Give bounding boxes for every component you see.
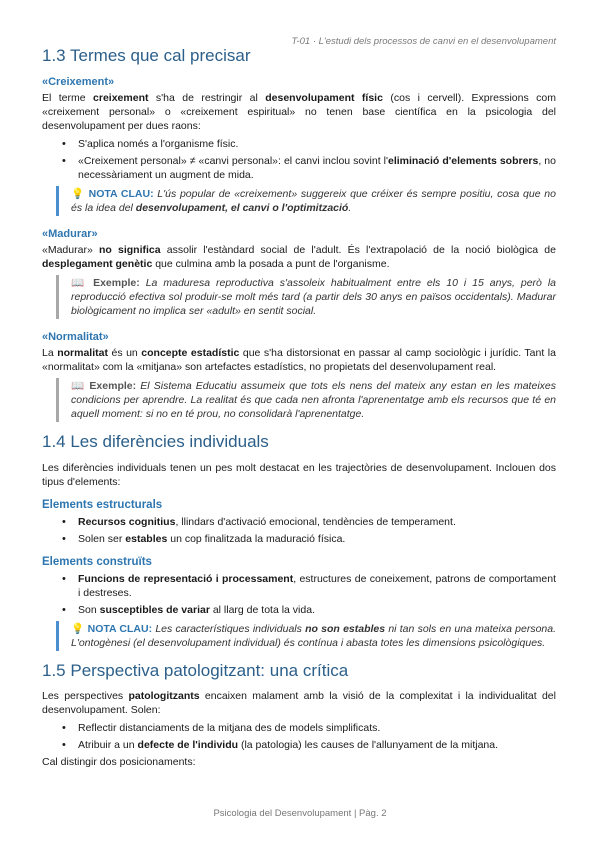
section-heading-1-5: 1.5 Perspectiva patologitzant: una crítica [42,660,349,680]
running-header: T-01 · L'estudi dels processos de canvi en el desenvolupament [291,36,556,47]
page-content [42,46,556,769]
section-heading-1-4: 1.4 Les diferències individuals [42,432,269,452]
key-note-individual: 💡 NOTA CLAU: Les característiques individuals no son estables ni tan sols en una mateixa persona. L'ontogènesi (el desenvolupament individual) és contínua i abasta totes les dimensions psicològiques. [56,621,556,651]
example-label: 📖 Exemple: [71,277,140,290]
list-item: • Reflectir distanciaments de la mitjana des de models simplificats. [62,721,556,735]
list-item: • Atribuir a un defecte de l'individu (la patologia) les causes de l'allunyament de la mitjana. [62,738,556,752]
pathologizing-intro: Les perspectives patologitzants encaixen malament amb la visió de la complexitat i la individualitat del desenvolupament. Solen: [42,690,556,717]
pathologizing-list [62,721,556,752]
construits-list [62,572,556,617]
term-heading-normalitat: «Normalitat» [42,331,109,344]
list-item: • Son susceptibles de variar al llarg de tota la vida. [62,603,556,617]
term-heading-creixement: «Creixement» [42,76,115,89]
subheading-elements-estructurals: Elements estructurals [42,498,163,511]
term-heading-madurar: «Madurar» [42,228,98,241]
list-item: • Solen ser estables un cop finalitzada la maduració física. [62,532,556,546]
example-label: 📖 Exemple: [71,380,137,393]
subheading-elements-construits: Elements construïts [42,555,152,568]
creixement-list [62,137,556,182]
key-note-label: 💡 NOTA CLAU: [71,622,153,635]
list-item: • S'aplica només a l'organisme físic. [62,137,556,151]
estructurals-list [62,515,556,546]
key-note-label: 💡 NOTA CLAU: [71,188,154,201]
example-normalitat: 📖 Exemple: El Sistema Educatiu assumeix que tots els nens del mateix any estan en les mateixes condicions per aprendre. La realitat és que cada nen afronta l'aprenentatge amb els recursos que té en aquell moment: si no en té prou, no consolidarà l'aprenentatge. [56,378,556,422]
madurar-paragraph: «Madurar» no significa assolir l'estàndard social de l'adult. És l'extrapolació de la noció biològica de desplegament genètic que culmina amb la posada a punt de l'organisme. [42,244,556,271]
key-note-creixement: 💡 NOTA CLAU: L'ús popular de «creixement» suggereix que créixer és sempre positiu, cosa que no és la idea del desenvolupament, el canvi o l'optimització. [56,186,556,216]
page-footer: Psicologia del Desenvolupament | Pàg. 2 [213,808,387,819]
list-item: • «Creixement personal» ≠ «canvi personal»: el canvi inclou sovint l'eliminació d'elements sobrers, no necessàriament un augment de mida. [62,154,556,182]
list-item: • Recursos cognitius, llindars d'activació emocional, tendències de temperament. [62,515,556,529]
normalitat-paragraph: La normalitat és un concepte estadístic que s'ha distorsionat en passar al camp sociològic i jurídic. Tant la «normalitat» com la «mitjana» son artefactes estadístics, no propietats del desenvolupament real. [42,347,556,374]
list-item: • Funcions de representació i processament, estructures de coneixement, patrons de comportament i destreses. [62,572,556,600]
example-madurar: 📖 Exemple: La maduresa reproductiva s'assoleix habitualment entre els 10 i 15 anys, però la reproducció efectiva sol produir-se molt més tard (a partir dels 30 anys en països occidentals). Madurar biològicament no implica ser «adult» en sentit social. [56,275,556,319]
pathologizing-outro: Cal distingir dos posicionaments: [42,756,196,769]
section-heading-1-3: 1.3 Termes que cal precisar [42,46,251,65]
creixement-paragraph: El terme creixement s'ha de restringir al desenvolupament físic (cos i cervell). Expressions com «creixement personal» o «creixement espiritual» no tenen base científica en la psicologia del desenvolupament per dues raons: [42,92,556,133]
individual-differences-intro: Les diferències individuals tenen un pes molt destacat en les trajectòries de desenvolupament. Inclouen dos tipus d'elements: [42,461,556,488]
